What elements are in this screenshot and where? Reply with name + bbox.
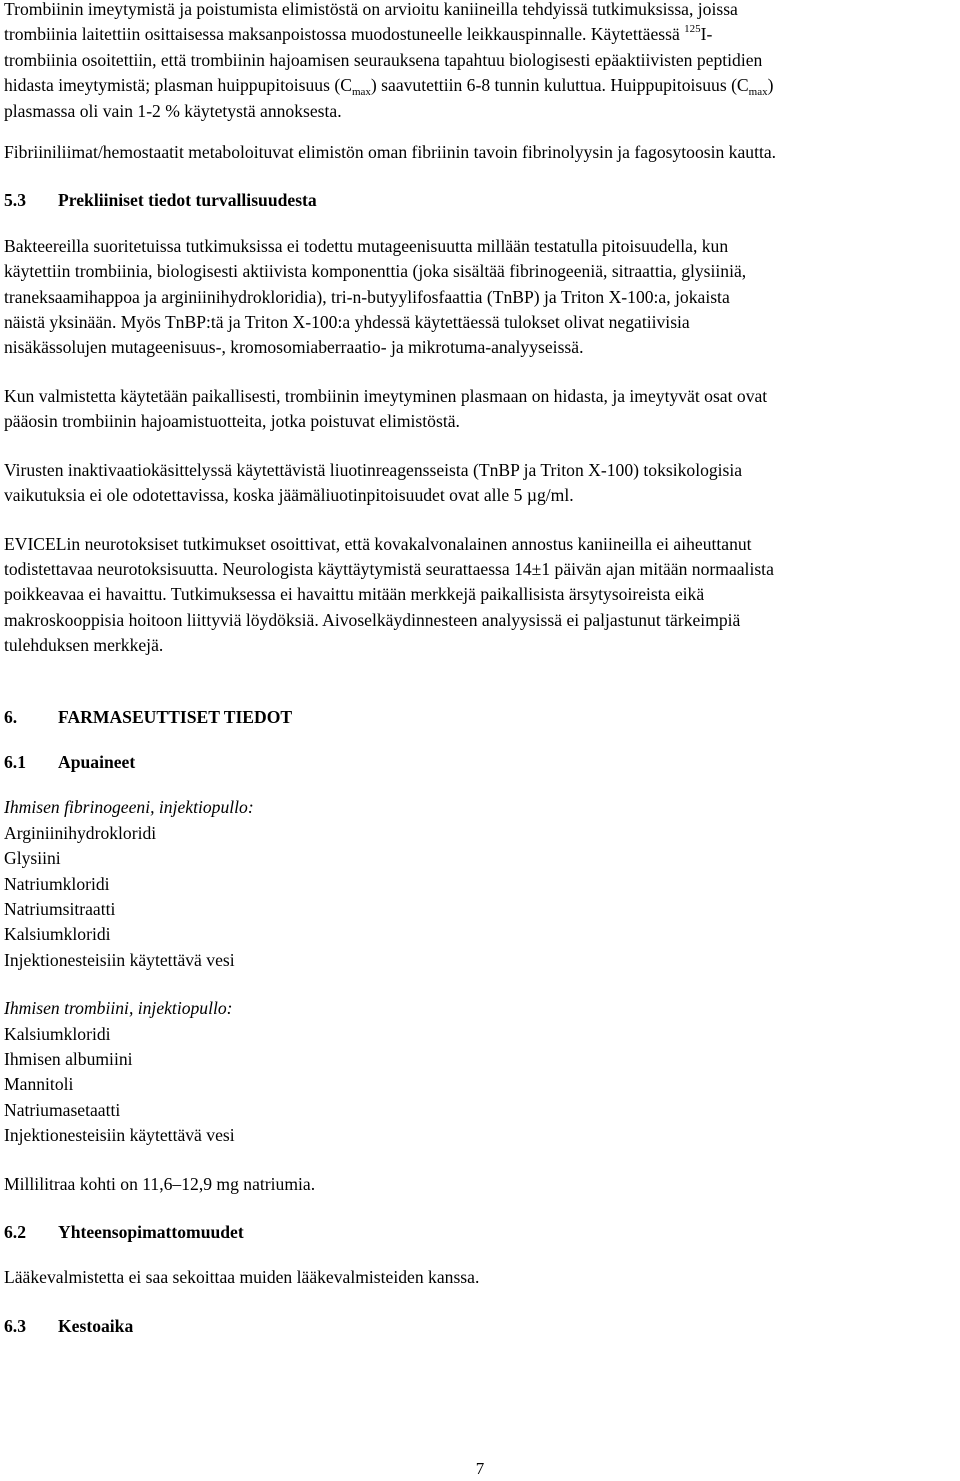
section-title: Apuaineet	[58, 751, 136, 772]
list-item: Kalsiumkloridi	[4, 1023, 111, 1044]
section-number: 6.2	[4, 1222, 26, 1243]
list-item: Natriumsitraatti	[4, 898, 116, 919]
list-item: Kalsiumkloridi	[4, 924, 111, 945]
list-item: Mannitoli	[4, 1074, 74, 1095]
list-item: Arginiinihydrokloridi	[4, 822, 157, 843]
sodium-content-note: Millilitraa kohti on 11,6–12,9 mg natriumia.	[4, 1173, 316, 1194]
list-item: Glysiini	[4, 848, 61, 869]
intro-line	[4, 99, 956, 124]
section-heading-6-3	[4, 1314, 956, 1339]
intro-text: plasmassa oli vain 1-2 % käytetystä annoksesta.	[4, 100, 342, 121]
list-item: Injektionesteisiin käytettävä vesi	[4, 949, 235, 970]
list-item: Ihmisen albumiini	[4, 1049, 133, 1069]
document-page	[4, 0, 956, 1359]
intro-text: )	[767, 75, 774, 96]
section-title: FARMASEUTTISET TIEDOT	[58, 706, 293, 727]
incompatibilities-text: Lääkevalmistetta ei saa sekoittaa muiden lääkevalmisteiden kanssa.	[4, 1267, 480, 1288]
isotope-mass-superscript: 125	[684, 23, 701, 36]
list-title: Ihmisen trombiini, injektiopullo:	[4, 998, 233, 1019]
intro-line	[4, 73, 956, 98]
page-number: 7	[475, 1459, 485, 1478]
list-item: Injektionesteisiin käytettävä vesi	[4, 1125, 235, 1146]
preclinical-paragraph: Virusten inaktivaatiokäsittelyssä käytettävistä liuotinreagensseista (TnBP ja Triton X-100) toksikologisia vaikutuksia ei ole odotettavissa, koska jäämäliuotinpitoisuudet ovat alle 5 µg/ml.	[4, 459, 743, 506]
section-heading-6	[4, 705, 956, 730]
intro-line	[4, 22, 956, 47]
section-title: Kestoaika	[58, 1315, 134, 1336]
list-item: Natriumkloridi	[4, 873, 110, 894]
excipient-list-fibrinogen	[4, 795, 956, 973]
absorption-paragraph	[4, 0, 956, 124]
preclinical-paragraph: Kun valmistetta käytetään paikallisesti, trombiinin imeytyminen plasmaan on hidasta, ja imeytyvät osat ovat pääosin trombiinin hajoamistuotteita, jotka poistuvat elimistöstä.	[4, 385, 768, 432]
section-number: 6.3	[4, 1315, 26, 1336]
preclinical-paragraph: Bakteereilla suoritetuissa tutkimuksissa ei todettu mutageenisuutta millään testatulla pitoisuudella, kun käytettiin trombiinia, biologisesti aktiivista komponenttia (joka sisältää fibrinogeeniä, sitraattia, glysiiniä, traneksaamihappoa ja arginiinihydrokloridia), tri-n-butyylifosfaattia (TnBP) ja Triton X-100:a, jokaista näistä yksinään. Myös TnBP:tä ja Triton X-100:a yhdessä käytettäessä tulokset olivat negatiivisia nisäkässolujen mutageenisuus-, kromosomiaberraatio- ja mikrotuma-analyyseissä.	[4, 235, 747, 358]
section-heading-6-2	[4, 1220, 956, 1245]
list-title: Ihmisen fibrinogeeni, injektiopullo:	[4, 797, 254, 818]
intro-text: trombiinia laitettiin osittaisessa maksanpoistossa muodostuneelle leikkauspinnalle. Käytettäessä	[4, 24, 685, 45]
cmax-subscript: max	[351, 86, 371, 99]
section-number: 5.3	[4, 190, 26, 211]
intro-line	[4, 0, 956, 22]
cmax-subscript: max	[748, 86, 768, 99]
excipient-list-thrombin	[4, 996, 956, 1148]
isotope-symbol: I-	[700, 24, 713, 45]
preclinical-paragraph: EVICELin neurotoksiset tutkimukset osoittivat, että kovakalvonalainen annostus kaniineilla ei aiheuttanut todistettavaa neurotoksisuutta. Neurologista käyttäytymistä seurattaessa 14±1 päivän ajan mitään normaalista poikkeavaa ei havaittu. Tutkimuksessa ei havaittu mitään merkkejä paikallisista ärsytysoireista eikä makroskooppisia hoitoon liittyviä löydöksiä. Aivoselkäydinnesteen analyysissä ei paljastunut tärkeimpiä tulehduksen merkkejä.	[4, 533, 774, 656]
section-heading-5-3	[4, 188, 956, 213]
intro-text: Trombiinin imeytymistä ja poistumista elimistöstä on arvioitu kaniineilla tehdyissä tutkimuksissa, joissa	[4, 0, 738, 19]
section-number: 6.1	[4, 751, 26, 772]
intro-text: trombiinia osoitettiin, että trombiinin hajoamisen seurauksena tapahtuu biologisesti epäaktiivisten peptidien	[4, 49, 763, 70]
intro-line	[4, 48, 956, 73]
section-number: 6.	[4, 706, 18, 727]
section-title: Yhteensopimattomuudet	[58, 1222, 244, 1243]
list-item: Natriumasetaatti	[4, 1099, 121, 1120]
section-heading-6-1	[4, 750, 956, 775]
fibrin-sealant-paragraph: Fibriiniliimat/hemostaatit metaboloituvat elimistön oman fibriinin tavoin fibrinolyysin ja fagosytoosin kautta.	[4, 142, 777, 163]
section-title: Prekliiniset tiedot turvallisuudesta	[58, 190, 317, 211]
intro-text: ) saavutettiin 6-8 tunnin kuluttua. Huippupitoisuus (C	[370, 75, 749, 96]
intro-text: hidasta imeytymistä; plasman huippupitoisuus (C	[4, 75, 352, 96]
